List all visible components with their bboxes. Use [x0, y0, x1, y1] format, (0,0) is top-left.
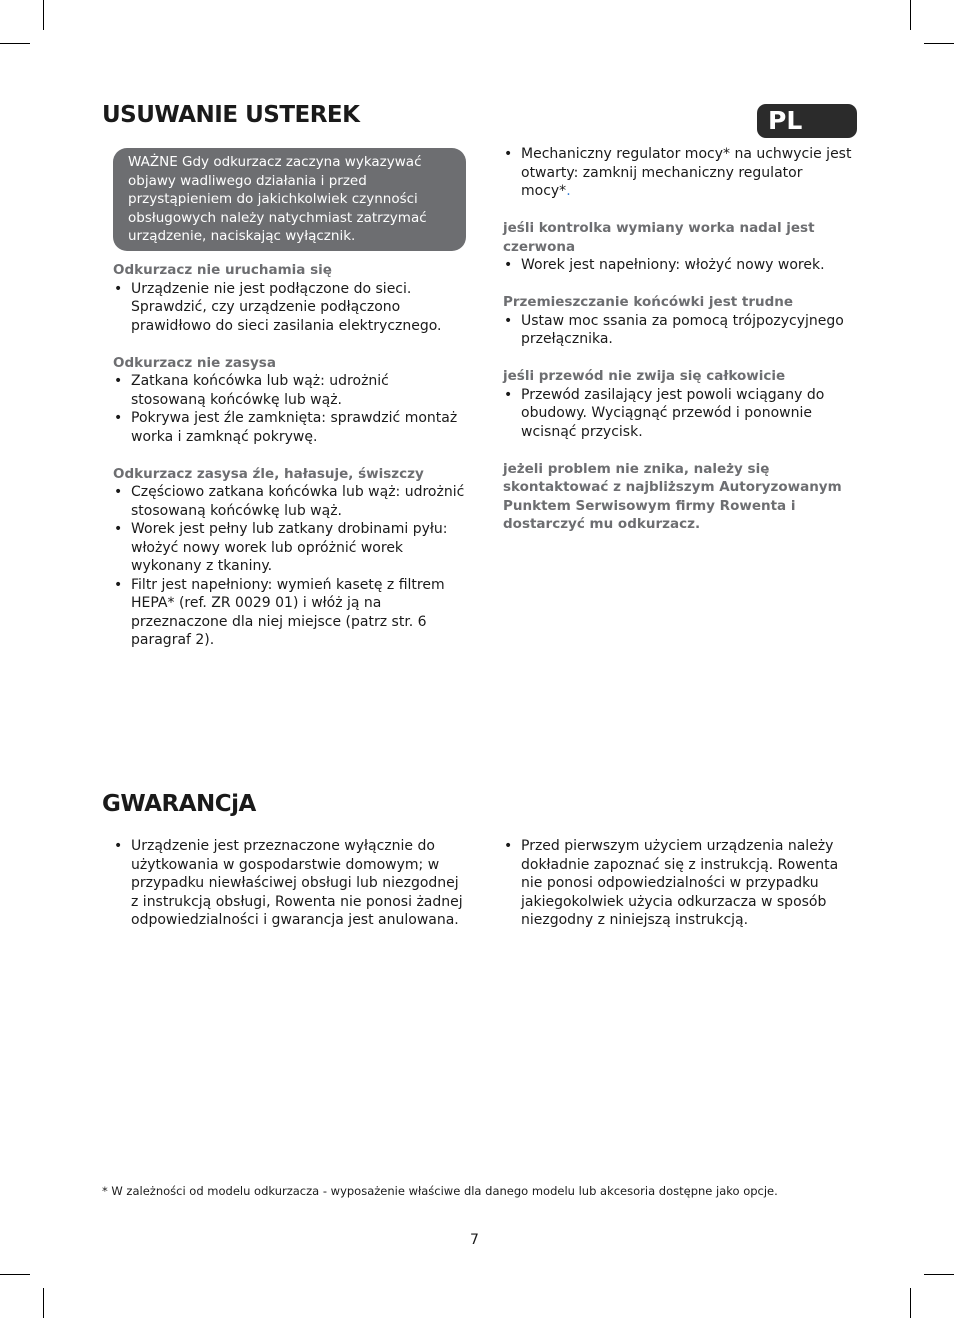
section-heading: Odkurzacz nie zasysa [113, 354, 276, 371]
troubleshoot-section [503, 293, 853, 349]
troubleshooting-left-column [113, 261, 468, 668]
list-item-end: . [566, 183, 571, 199]
warranty-right-column [503, 837, 853, 930]
list-item: • Pokrywa jest źle zamknięta: sprawdzić montaż worka i zamknąć pokrywę. [113, 409, 468, 446]
troubleshoot-section [113, 261, 468, 335]
list-item: • Worek jest napełniony: włożyć nowy worek. [503, 256, 853, 275]
list-item-text: Mechaniczny regulator mocy* na uchwycie jest otwarty: zamknij mechaniczny regulator mocy* [521, 146, 852, 199]
list-item: • Zatkana końcówka lub wąż: udrożnić stosowaną końcówkę lub wąż. [113, 372, 468, 409]
troubleshoot-section [503, 367, 853, 441]
crop-mark [924, 43, 954, 44]
list-item: • Częściowo zatkana końcówka lub wąż: udrożnić stosowaną końcówkę lub wąż. [113, 483, 468, 520]
troubleshoot-section [113, 465, 468, 650]
list-item: • Worek jest pełny lub zatkany drobinami pyłu: włożyć nowy worek lub opróżnić worek wykonany z tkaniny. [113, 520, 468, 576]
troubleshooting-title: USUWANIE USTEREK [102, 102, 360, 128]
section-heading: Przemieszczanie końcówki jest trudne [503, 294, 794, 310]
troubleshoot-section [503, 145, 853, 201]
list-item: • Przewód zasilający jest powoli wciągany do obudowy. Wyciągnąć przewód i ponownie wcisnąć przycisk. [503, 386, 853, 442]
crop-mark [924, 1274, 954, 1275]
list-item: • Urządzenie jest przeznaczone wyłącznie do użytkowania w gospodarstwie domowym; w przypadku niewłaściwej obsługi lub niezgodnej z instrukcją obsługi, Rowenta nie ponosi żadnej odpowiedzialności i gwarancja jest anulowana. [113, 837, 468, 930]
list-item: • Filtr jest napełniony: wymień kasetę z filtrem HEPA* (ref. ZR 0029 01) i włóż ją na przeznaczone dla niej miejsce (patrz str. 6 paragraf 2). [113, 576, 468, 650]
section-heading: jeśli kontrolka wymiany worka nadal jest czerwona [503, 220, 815, 255]
crop-mark [43, 1288, 44, 1318]
crop-mark [43, 0, 44, 30]
list-item: • Urządzenie nie jest podłączone do sieci. Sprawdzić, czy urządzenie podłączono prawidłowo do sieci zasilania elektrycznego. [113, 280, 468, 336]
crop-mark [910, 0, 911, 30]
list-item [503, 145, 853, 201]
section-heading: Odkurzacz zasysa źle, hałasuje, świszczy [113, 465, 424, 482]
important-notice: WAŻNE Gdy odkurzacz zaczyna wykazywać objawy wadliwego działania i przed przystąpieniem do jakichkolwiek czynności obsługowych należy natychmiast zatrzymać urządzenie, naciskając wyłącznik. [113, 148, 466, 251]
troubleshoot-section [503, 219, 853, 275]
page-number: 7 [470, 1232, 479, 1248]
troubleshoot-section [113, 354, 468, 447]
list-item: • Ustaw moc ssania za pomocą trójpozycyjnego przełącznika. [503, 312, 853, 349]
crop-mark [0, 1274, 30, 1275]
warranty-title: GWARANCjA [102, 791, 256, 817]
language-badge: PL [757, 104, 857, 138]
warranty-left-column [113, 837, 468, 930]
section-heading: Odkurzacz nie uruchamia się [113, 262, 332, 278]
footnote: * W zależności od modelu odkurzacza - wyposażenie właściwe dla danego modelu lub akcesoria dostępne jako opcje. [102, 1184, 778, 1198]
list-item: • Przed pierwszym użyciem urządzenia należy dokładnie zapoznać się z instrukcją. Rowenta nie ponosi odpowiedzialności w przypadku jakiegokolwiek użycia odkurzacza w sposób niezgodny z niniejszą instrukcją. [503, 837, 853, 930]
crop-mark [910, 1288, 911, 1318]
crop-mark [0, 43, 30, 44]
troubleshooting-right-column [503, 145, 853, 534]
section-heading: jeśli przewód nie zwija się całkowicie [503, 368, 786, 384]
service-contact-note: jeżeli problem nie znika, należy się skontaktować z najbliższym Autoryzowanym Punktem Serwisowym firmy Rowenta i dostarczyć mu odkurzacz. [503, 460, 842, 532]
